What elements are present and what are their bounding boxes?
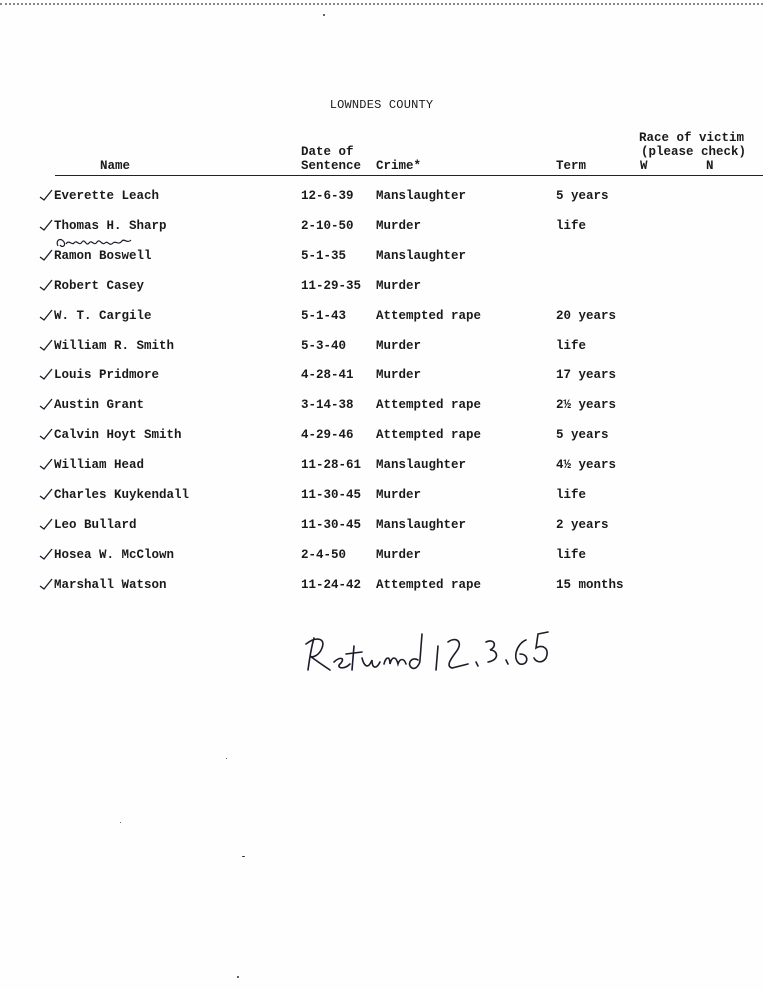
record-term: 2 years: [556, 517, 609, 532]
check-mark-icon: [38, 307, 54, 323]
record-row: [0, 309, 763, 327]
check-mark-icon: [38, 456, 54, 472]
record-term: 17 years: [556, 368, 617, 383]
record-sentence-date: 11-29-35: [301, 278, 362, 293]
record-crime: Attempted rape: [376, 398, 482, 413]
record-sentence-date: 5-3-40: [301, 338, 347, 353]
record-crime: Manslaughter: [376, 189, 467, 203]
record-crime: Murder: [376, 368, 422, 383]
header-race-line1: Race of victim: [639, 131, 745, 145]
scan-speck: [323, 14, 325, 16]
record-row: [0, 458, 763, 476]
record-name: Ramon Boswell: [54, 248, 152, 263]
header-race-n: N: [706, 159, 714, 173]
handwritten-correction-raymond: [52, 234, 136, 252]
record-name: Thomas H. Sharp: [54, 218, 167, 233]
scan-speck: [237, 976, 239, 978]
record-term: 2½ years: [556, 398, 617, 413]
record-term: 4½ years: [556, 458, 617, 473]
record-sentence-date: 2-4-50: [301, 547, 347, 562]
record-crime: Murder: [376, 338, 422, 353]
check-mark-icon: [38, 217, 54, 233]
record-row: [0, 279, 763, 297]
check-mark-icon: [38, 486, 54, 502]
record-sentence-date: 12-6-39: [301, 189, 354, 203]
record-crime: Attempted rape: [376, 308, 482, 323]
header-name: Name: [100, 159, 131, 173]
record-name: Charles Kuykendall: [54, 488, 190, 502]
record-crime: Attempted rape: [376, 577, 482, 592]
header-date-line1: Date of: [301, 145, 354, 159]
record-sentence-date: 5-1-35: [301, 248, 347, 263]
record-term: 5 years: [556, 428, 609, 443]
header-term: Term: [556, 159, 587, 173]
scan-speck: [226, 758, 227, 759]
record-term: life: [556, 488, 587, 502]
check-mark-icon: [38, 277, 54, 293]
record-sentence-date: 11-30-45: [301, 488, 362, 502]
record-name: William Head: [54, 458, 145, 473]
record-name: Austin Grant: [54, 398, 145, 413]
record-row: [0, 548, 763, 566]
check-mark-icon: [38, 516, 54, 532]
record-row: [0, 398, 763, 416]
record-name: W. T. Cargile: [54, 308, 152, 323]
header-crime: Crime*: [376, 159, 422, 173]
record-sentence-date: 2-10-50: [301, 218, 354, 233]
check-mark-icon: [38, 337, 54, 353]
record-crime: Attempted rape: [376, 428, 482, 443]
record-crime: Manslaughter: [376, 458, 467, 473]
record-term: 15 months: [556, 577, 624, 592]
scan-edge-artifact: [0, 3, 763, 5]
record-sentence-date: 5-1-43: [301, 308, 347, 323]
record-name: Leo Bullard: [54, 517, 137, 532]
handwritten-returned-note: [300, 600, 570, 680]
record-name: Hosea W. McClown: [54, 547, 175, 562]
record-row: [0, 368, 763, 386]
record-term: 5 years: [556, 189, 609, 203]
record-sentence-date: 11-24-42: [301, 577, 362, 592]
check-mark-icon: [38, 187, 54, 203]
record-sentence-date: 3-14-38: [301, 398, 354, 413]
record-sentence-date: 11-30-45: [301, 517, 362, 532]
header-race-line2: (please check): [641, 145, 747, 159]
record-name: Everette Leach: [54, 189, 160, 203]
check-mark-icon: [38, 366, 54, 382]
header-date-line2: Sentence: [301, 159, 362, 173]
record-term: life: [556, 218, 587, 233]
record-name: Calvin Hoyt Smith: [54, 428, 182, 443]
record-row: [0, 578, 763, 596]
header-race-w: W: [640, 159, 648, 173]
record-crime: Murder: [376, 278, 422, 293]
check-mark-icon: [38, 576, 54, 592]
record-row: [0, 339, 763, 357]
record-sentence-date: 11-28-61: [301, 458, 362, 473]
record-row: [0, 428, 763, 446]
check-mark-icon: [38, 396, 54, 412]
record-term: life: [556, 547, 587, 562]
record-row: [0, 518, 763, 536]
record-sentence-date: 4-29-46: [301, 428, 354, 443]
record-sentence-date: 4-28-41: [301, 368, 354, 383]
record-crime: Murder: [376, 547, 422, 562]
check-mark-icon: [38, 426, 54, 442]
record-crime: Manslaughter: [376, 517, 467, 532]
record-crime: Manslaughter: [376, 248, 467, 263]
document-title: LOWNDES COUNTY: [329, 98, 434, 112]
scan-speck: [242, 856, 245, 857]
record-crime: Murder: [376, 488, 422, 502]
record-term: life: [556, 338, 587, 353]
record-name: William R. Smith: [54, 338, 175, 353]
record-row: [0, 488, 763, 506]
record-row: [0, 189, 763, 207]
record-crime: Murder: [376, 218, 422, 233]
record-name: Marshall Watson: [54, 577, 167, 592]
check-mark-icon: [38, 546, 54, 562]
record-name: Louis Pridmore: [54, 368, 160, 383]
record-name: Robert Casey: [54, 278, 145, 293]
record-term: 20 years: [556, 308, 617, 323]
scan-speck: [120, 822, 121, 823]
header-underline: [55, 175, 763, 176]
